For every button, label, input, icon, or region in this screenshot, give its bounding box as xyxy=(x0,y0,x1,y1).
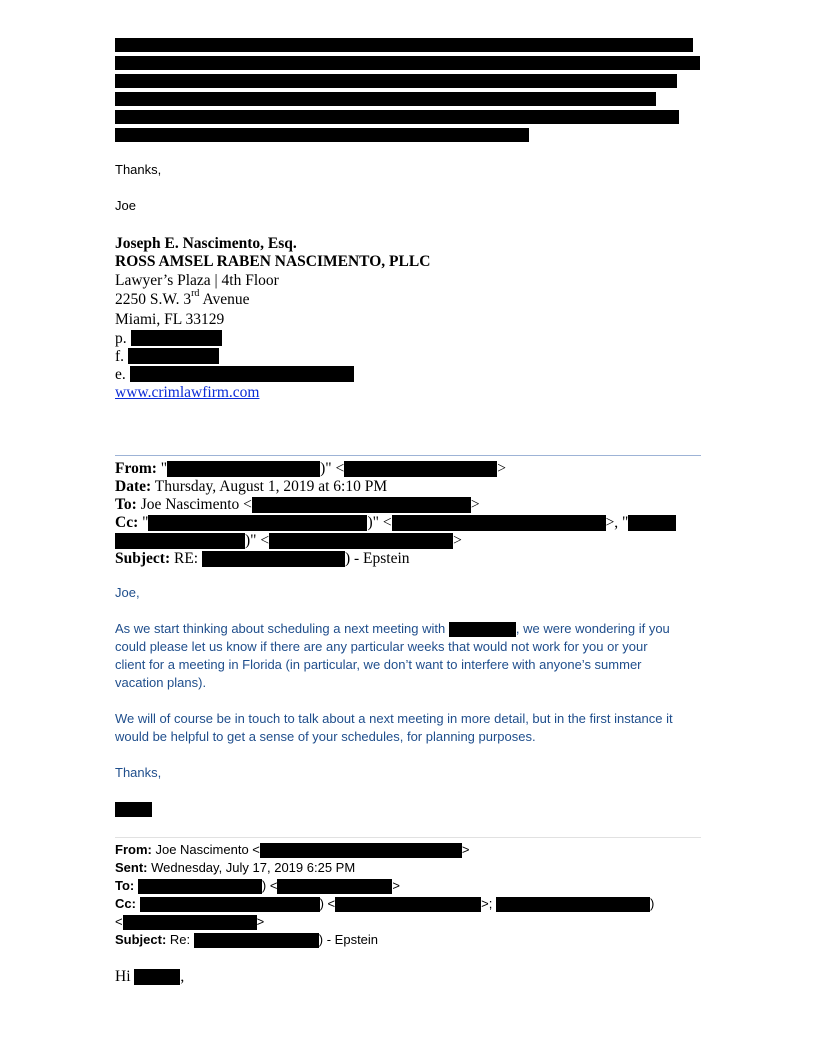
redaction-email xyxy=(392,515,606,531)
from-line: From: Joe Nascimento < > xyxy=(115,842,470,857)
redaction-block xyxy=(115,92,656,106)
redaction-email xyxy=(252,497,471,513)
closing-thanks: Thanks, xyxy=(115,765,162,780)
body-line: As we start thinking about scheduling a next meeting with , we were wondering if you xyxy=(115,621,670,636)
redaction-block xyxy=(115,56,700,70)
signature-address-2: 2250 S.W. 3rd Avenue xyxy=(115,288,250,308)
from-line: From: " )" < > xyxy=(115,460,506,477)
cc-line-2: )" < > xyxy=(115,532,462,550)
redaction-name xyxy=(496,897,650,912)
cc-line: Cc: " )" < >, " xyxy=(115,514,676,532)
website-link[interactable]: www.crimlawfirm.com xyxy=(115,384,260,401)
redaction-email xyxy=(123,915,257,930)
redaction-name xyxy=(140,897,320,912)
redaction-name xyxy=(148,515,367,531)
to-line: To: Joe Nascimento < > xyxy=(115,496,480,513)
closing-thanks: Thanks, xyxy=(115,162,162,177)
sender-first-name: Joe xyxy=(115,198,136,213)
redaction-email xyxy=(130,366,354,382)
to-line: To: ) < > xyxy=(115,878,401,893)
body-line: vacation plans). xyxy=(115,675,207,690)
signature-phone-label: p. xyxy=(115,330,127,347)
redaction-name xyxy=(115,533,245,549)
redaction-block xyxy=(115,74,677,88)
redaction-email xyxy=(335,897,481,912)
redaction-name xyxy=(628,515,676,531)
body-line: client for a meeting in Florida (in particular, we don’t want to interfere with anyone’s summer xyxy=(115,657,642,672)
divider xyxy=(115,455,701,456)
divider xyxy=(115,837,701,838)
redaction-name xyxy=(138,879,262,894)
subject-line: Subject: RE: ) - Epstein xyxy=(115,550,410,567)
redaction-signature xyxy=(115,802,152,817)
redaction-block xyxy=(115,38,693,52)
redaction-subject xyxy=(194,933,319,948)
greeting: Hi , xyxy=(115,968,185,985)
subject-line: Subject: Re: ) - Epstein xyxy=(115,932,379,947)
redaction-phone xyxy=(131,330,222,346)
redaction-subject xyxy=(202,551,345,567)
date-line: Date: Thursday, August 1, 2019 at 6:10 PM xyxy=(115,478,388,495)
greeting: Joe, xyxy=(115,585,140,600)
signature-name: Joseph E. Nascimento, Esq. xyxy=(115,235,297,252)
cc-line: Cc: ) < >; ) xyxy=(115,896,655,911)
redaction-block xyxy=(115,110,679,124)
signature-fax-label: f. xyxy=(115,348,125,365)
signature-address-1: Lawyer’s Plaza | 4th Floor xyxy=(115,272,279,289)
sent-line: Sent: Wednesday, July 17, 2019 6:25 PM xyxy=(115,860,356,875)
redaction-email xyxy=(269,533,453,549)
redaction-email xyxy=(277,879,392,894)
redaction-name xyxy=(449,622,516,637)
body-line: could please let us know if there are any particular weeks that would not work for you or your xyxy=(115,639,648,654)
body-line: We will of course be in touch to talk about a next meeting in more detail, but in the first instance it xyxy=(115,711,673,726)
body-line: would be helpful to get a sense of your schedules, for planning purposes. xyxy=(115,729,536,744)
signature-firm: ROSS AMSEL RABEN NASCIMENTO, PLLC xyxy=(115,253,431,270)
cc-line-2: < > xyxy=(115,914,265,929)
redaction-email xyxy=(344,461,497,477)
signature-email-label: e. xyxy=(115,366,126,383)
redaction-fax xyxy=(128,348,219,364)
redaction-email xyxy=(260,843,462,858)
redaction-name xyxy=(134,969,180,985)
redaction-name xyxy=(167,461,320,477)
signature-address-3: Miami, FL 33129 xyxy=(115,311,225,328)
redaction-block xyxy=(115,128,529,142)
